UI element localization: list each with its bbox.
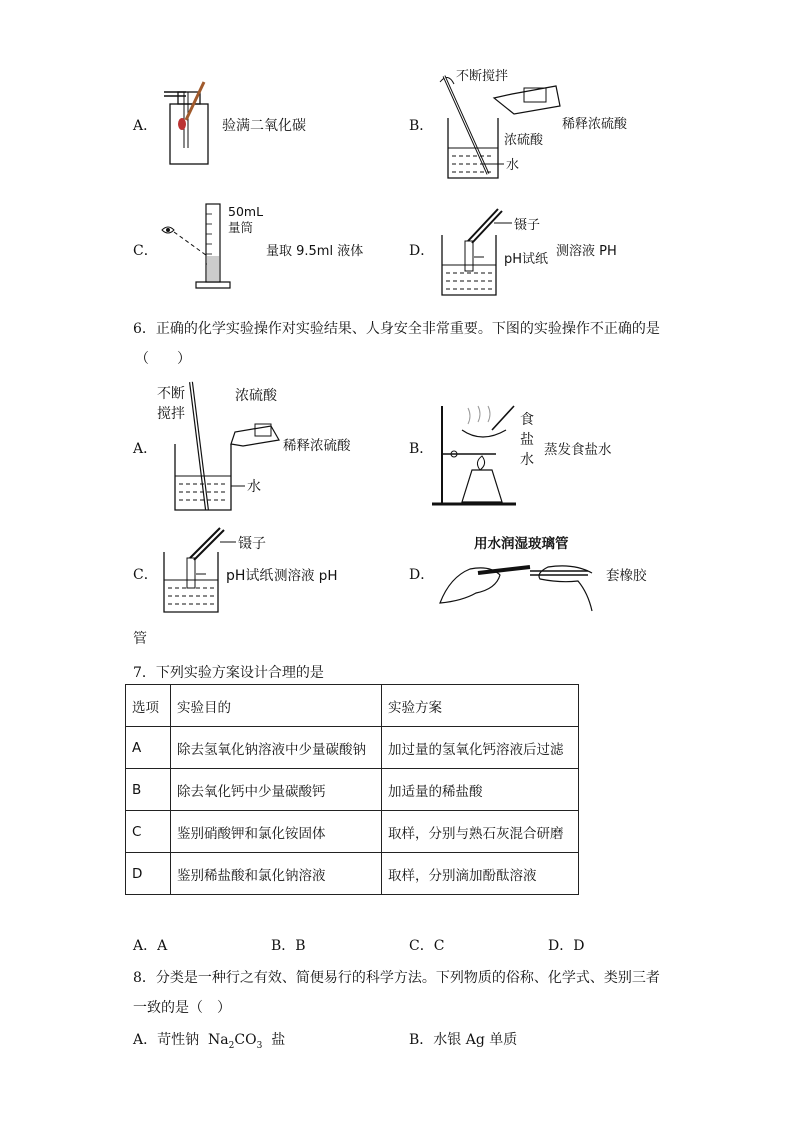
cell-method: 取样，分别滴加酚酞溶液 [382,853,579,895]
cell-method: 加过量的氢氧化钙溶液后过滤 [382,727,579,769]
q5-d-letter: D． [409,243,435,259]
q7-choice-b[interactable]: B．B [271,938,306,954]
q6-b-salt2: 盐 [520,432,534,448]
q5-c-cyl-label1: 50mL [228,204,264,219]
q6-c-tweezer-label: 镊子 [238,536,266,552]
q6-b-label: 蒸发食盐水 [544,442,612,458]
q5-a-letter: A． [133,118,158,134]
q5-c-label: 量取 9.5ml 液体 [266,244,364,259]
q8-a-category: 盐 [271,1032,286,1048]
cell-option: A [126,727,171,769]
table-row [126,727,579,769]
co2-full-test-illustration [160,78,220,168]
cell-option: D [126,853,171,895]
q7-choice-d[interactable]: D．D [548,938,585,954]
q8-stem-line2: 一致的是（ ） [133,1000,231,1016]
q7-stem: 7．下列实验方案设计合理的是 [133,665,324,681]
table-row [126,811,579,853]
read-cylinder-illustration [160,200,270,292]
header-method: 实验方案 [382,685,579,727]
q7-choice-a[interactable]: A．A [133,938,168,954]
cell-purpose: 除去氧化钙中少量碳酸钙 [171,769,382,811]
q5-d-label: 测溶液 PH [556,244,617,259]
q6-d-top-label: 用水润湿玻璃管 [474,536,569,552]
header-purpose: 实验目的 [171,685,382,727]
cell-method: 取样，分别与熟石灰混合研磨 [382,811,579,853]
glass-tube-rubber-illustration [438,533,598,611]
q5-d-paper-label: pH试纸 [504,252,549,267]
q5-d-tweezer-label: 镊子 [514,218,541,233]
q6-a-stir-label2: 搅拌 [157,406,185,422]
cell-purpose: 鉴别稀盐酸和氯化钠溶液 [171,853,382,895]
q6-a-label: 稀释浓硫酸 [283,438,351,454]
q6-b-salt3: 水 [520,452,534,468]
q6-d-letter: D． [409,567,435,583]
q6-c-label: 测溶液 pH [274,568,338,584]
q8-a-formula: $Na_2CO_3$ [208,1032,263,1051]
q5-b-label: 稀释浓硫酸 [562,117,628,132]
q6-b-letter: B． [409,441,434,457]
table-row [126,853,579,895]
q5-b-water-label: 水 [506,158,520,173]
q6-paren: （ ） [135,351,191,367]
q5-c-cyl-label2: 量筒 [228,220,254,235]
cell-purpose: 鉴别硝酸钾和氯化铵固体 [171,811,382,853]
q6-c-paper-label: pH试纸 [226,568,274,584]
q6-a-water-label: 水 [247,479,261,495]
cell-method: 加适量的稀盐酸 [382,769,579,811]
q7-choice-c[interactable]: C．C [409,938,445,954]
q5-b-acid-label: 浓硫酸 [504,133,544,148]
q5-a-label: 验满二氧化碳 [222,118,306,134]
dilute-acid-wrong-illustration [155,380,365,515]
q8-a-prefix: A．苛性钠 [133,1032,200,1048]
q6-d-label: 套橡胶 [606,568,647,584]
cell-option: C [126,811,171,853]
cell-option: B [126,769,171,811]
cell-purpose: 除去氢氧化钠溶液中少量碳酸钠 [171,727,382,769]
q5-b-stir-label: 不断搅拌 [456,69,509,84]
q5-b-letter: B． [409,118,434,134]
header-option: 选项 [126,685,171,727]
q8-choice-a[interactable] [133,1029,285,1051]
q6-a-acid-label: 浓硫酸 [235,388,277,404]
q6-c-letter: C． [133,567,158,583]
table-row [126,769,579,811]
q6-d-label-cont: 管 [133,631,147,647]
q6-stem: 6．正确的化学实验操作对实验结果、人身安全非常重要。下图的实验操作不正确的是 [133,321,660,337]
q7-options-table [125,684,579,895]
q6-a-letter: A． [133,441,158,457]
q6-b-salt1: 食 [520,412,534,428]
table-header-row [126,685,579,727]
q6-a-stir-label1: 不断 [157,386,185,402]
q8-stem-line1: 8．分类是一种行之有效、简便易行的科学方法。下列物质的俗称、化学式、类别三者 [133,970,660,986]
ph-test-in-solution-illustration [438,205,558,299]
dilute-acid-correct-illustration [432,62,642,184]
q5-c-letter: C． [133,243,158,259]
q8-choice-b[interactable]: B．水银 Ag 单质 [409,1032,518,1048]
